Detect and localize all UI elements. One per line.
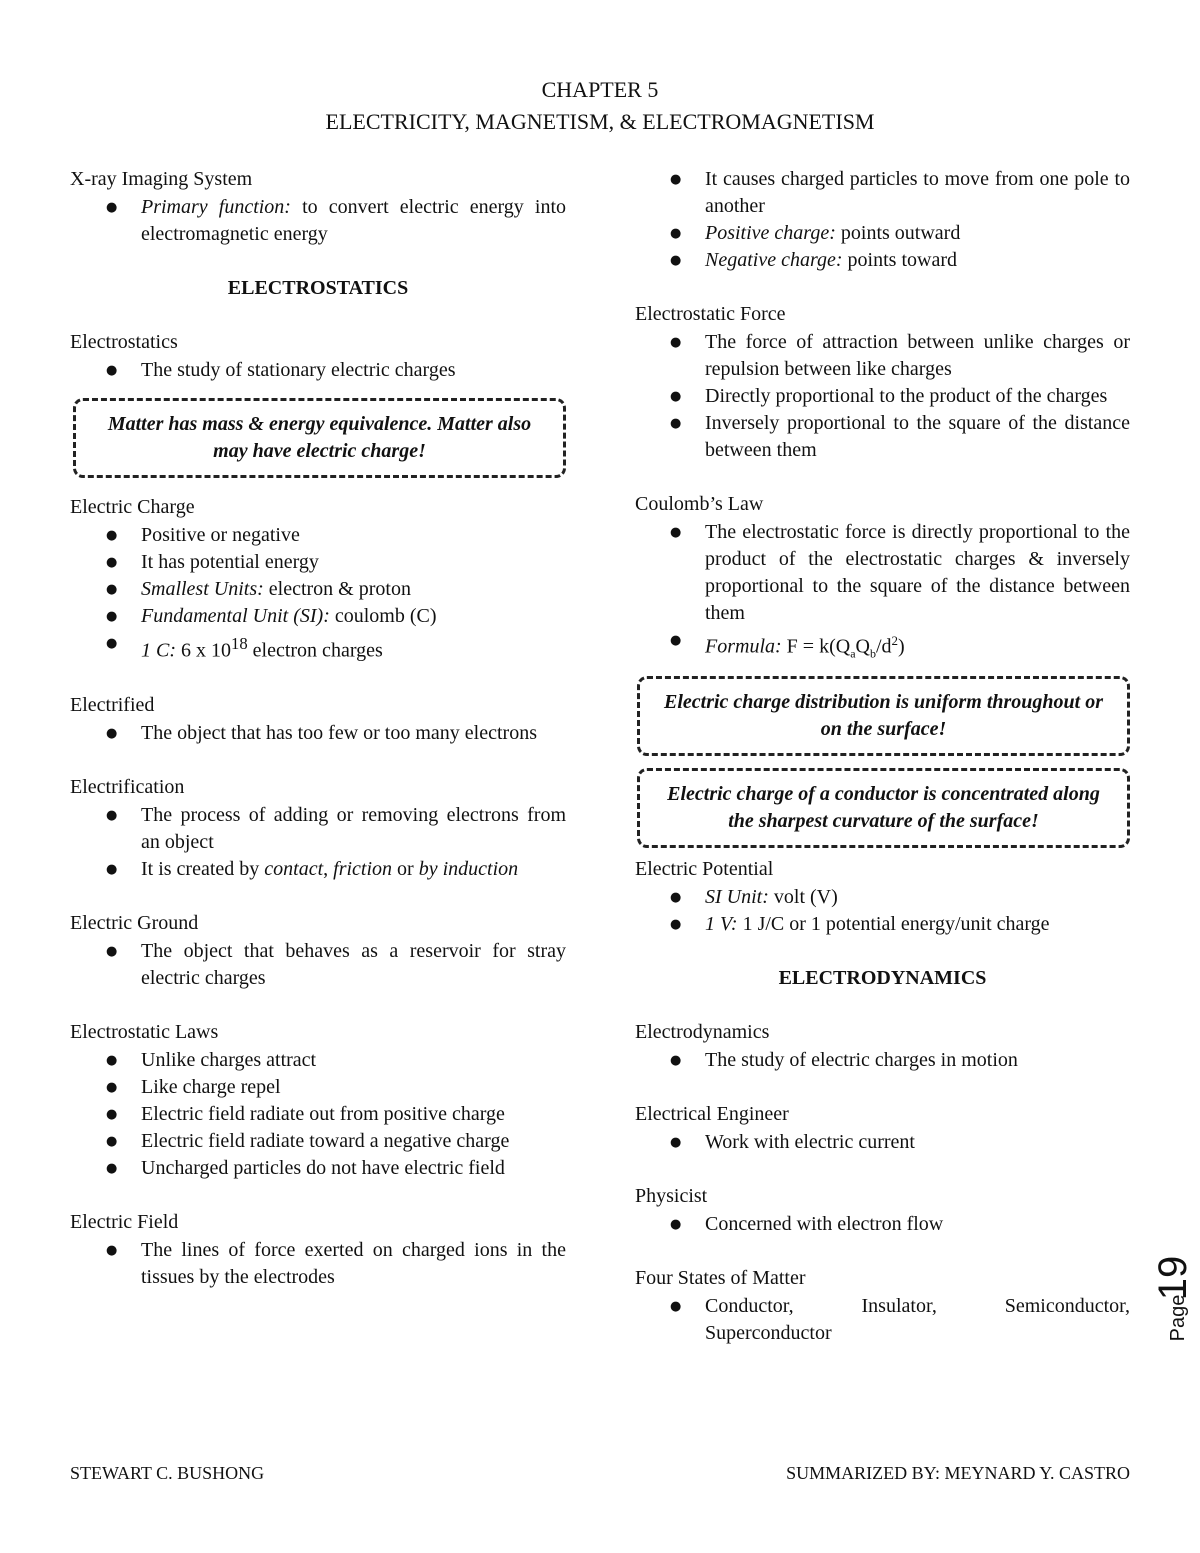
section-heading-electrostatics: ELECTROSTATICS bbox=[227, 277, 409, 299]
list-item: ● Concerned with electron flow bbox=[705, 1211, 1130, 1238]
list-item: ● Work with electric current bbox=[705, 1129, 1130, 1156]
topic-electric-ground: Electric Ground bbox=[70, 911, 199, 934]
chapter-number: CHAPTER 5 bbox=[541, 77, 659, 102]
list-item: ● The lines of force exerted on charged ions in the tissues by the electrodes bbox=[141, 1237, 566, 1291]
list-item: ● Directly proportional to the product of the charges bbox=[705, 383, 1130, 410]
topic-electrostatics: Electrostatics bbox=[70, 331, 178, 353]
list-item: ● Conductor, Insulator, Semiconductor, Superconductor bbox=[705, 1293, 1130, 1347]
list-item: ● The electrostatic force is directly proportional to the product of the electrostatic charges & inversely proportional to the square of the distance between them bbox=[705, 519, 1130, 627]
page-number: 19 bbox=[1151, 1255, 1195, 1301]
topic-electrostatic-force: Electrostatic Force bbox=[635, 303, 786, 325]
bullet-list bbox=[635, 884, 1130, 938]
list-item: ● It has potential energy bbox=[141, 549, 566, 576]
list-item: ● 1 C: 6 x $10^{18}$ electron charges bbox=[141, 630, 566, 665]
list-item: ● It causes charged particles to move from one pole to another bbox=[705, 166, 1130, 220]
section-heading-electrodynamics: ELECTRODYNAMICS bbox=[778, 966, 987, 989]
callout-matter-charge: Matter has mass & energy equivalence. Matter also may have electric charge! bbox=[73, 398, 566, 478]
topic-electric-potential: Electric Potential bbox=[635, 857, 774, 880]
bullet-list bbox=[635, 1293, 1130, 1347]
list-item: ● 1 V: 1 J/C or 1 potential energy/unit charge bbox=[705, 911, 1130, 938]
page-number-mark bbox=[1148, 1238, 1196, 1348]
chapter-title: ELECTRICITY, MAGNETISM, & ELECTROMAGNETISM bbox=[325, 109, 875, 134]
topic-physicist: Physicist bbox=[635, 1184, 708, 1207]
topic-electrostatic-laws: Electrostatic Laws bbox=[70, 1020, 219, 1043]
bullet-list bbox=[70, 1237, 566, 1291]
list-item: ● Positive charge: points outward bbox=[705, 220, 1130, 247]
list-item: ● Like charge repel bbox=[141, 1074, 566, 1101]
list-item: ● SI Unit: volt (V) bbox=[705, 884, 1130, 911]
list-item: ● The force of attraction between unlike charges or repulsion between like charges bbox=[705, 329, 1130, 383]
list-item: ● The object that behaves as a reservoir for stray electric charges bbox=[141, 938, 566, 992]
bullet-list bbox=[635, 1129, 1130, 1156]
topic-electric-field: Electric Field bbox=[70, 1210, 179, 1233]
topic-four-states-of-matter: Four States of Matter bbox=[635, 1266, 806, 1289]
topic-electrification: Electrification bbox=[70, 775, 185, 798]
footer-author: STEWART C. BUSHONG bbox=[70, 1463, 265, 1483]
bullet-list bbox=[70, 802, 566, 883]
list-item: ● Fundamental Unit (SI): coulomb (C) bbox=[141, 603, 566, 630]
bullet-list bbox=[635, 166, 1130, 274]
bullet-list bbox=[70, 357, 566, 384]
bullet-list bbox=[635, 1211, 1130, 1238]
bullet-list bbox=[635, 1047, 1130, 1074]
list-item: ● The study of electric charges in motion bbox=[705, 1047, 1130, 1074]
list-item: ● Unlike charges attract bbox=[141, 1047, 566, 1074]
list-item: ● The process of adding or removing electrons from an object bbox=[141, 802, 566, 856]
bullet-list bbox=[70, 1047, 566, 1182]
list-item: ● Inversely proportional to the square of the distance between them bbox=[705, 410, 1130, 464]
list-item: ● Uncharged particles do not have electric field bbox=[141, 1155, 566, 1182]
bullet-list bbox=[70, 522, 566, 665]
list-item: ● The object that has too few or too many electrons bbox=[141, 720, 566, 747]
callout-uniform-distribution: Electric charge distribution is uniform throughout or on the surface! bbox=[637, 676, 1130, 756]
bullet-list bbox=[635, 329, 1130, 464]
topic-coulombs-law: Coulomb’s Law bbox=[635, 493, 764, 515]
footer-summarizer: SUMMARIZED BY: MEYNARD Y. CASTRO bbox=[786, 1463, 1130, 1483]
left-column bbox=[70, 166, 566, 1291]
list-item: ● Smallest Units: electron & proton bbox=[141, 576, 566, 603]
list-item: ● Positive or negative bbox=[141, 522, 566, 549]
topic-electrodynamics: Electrodynamics bbox=[635, 1020, 770, 1043]
callout-conductor-curvature: Electric charge of a conductor is concentrated along the sharpest curvature of the surface! bbox=[637, 768, 1130, 848]
list-item: ● Formula: $F = k(Q_aQ_b/d^2)$ bbox=[705, 627, 1130, 668]
right-column bbox=[635, 166, 1130, 1347]
topic-electrified: Electrified bbox=[70, 693, 155, 716]
bullet-list bbox=[70, 194, 566, 248]
list-item: ● The study of stationary electric charges bbox=[141, 357, 566, 384]
bullet-list bbox=[70, 938, 566, 992]
bullet-list bbox=[635, 519, 1130, 668]
chapter-header bbox=[0, 74, 1200, 138]
list-item: ● Primary function: to convert electric energy into electromagnetic energy bbox=[141, 194, 566, 248]
list-item: ● Electric field radiate out from positive charge bbox=[141, 1101, 566, 1128]
list-item: ● It is created by contact, friction or by induction bbox=[141, 856, 566, 883]
bullet-list bbox=[70, 720, 566, 747]
topic-xray-system: X-ray Imaging System bbox=[70, 168, 253, 190]
topic-electrical-engineer: Electrical Engineer bbox=[635, 1102, 789, 1125]
topic-electric-charge: Electric Charge bbox=[70, 496, 195, 518]
list-item: ● Negative charge: points toward bbox=[705, 247, 1130, 274]
list-item: ● Electric field radiate toward a negative charge bbox=[141, 1128, 566, 1155]
page-label: Page bbox=[1167, 1294, 1189, 1342]
